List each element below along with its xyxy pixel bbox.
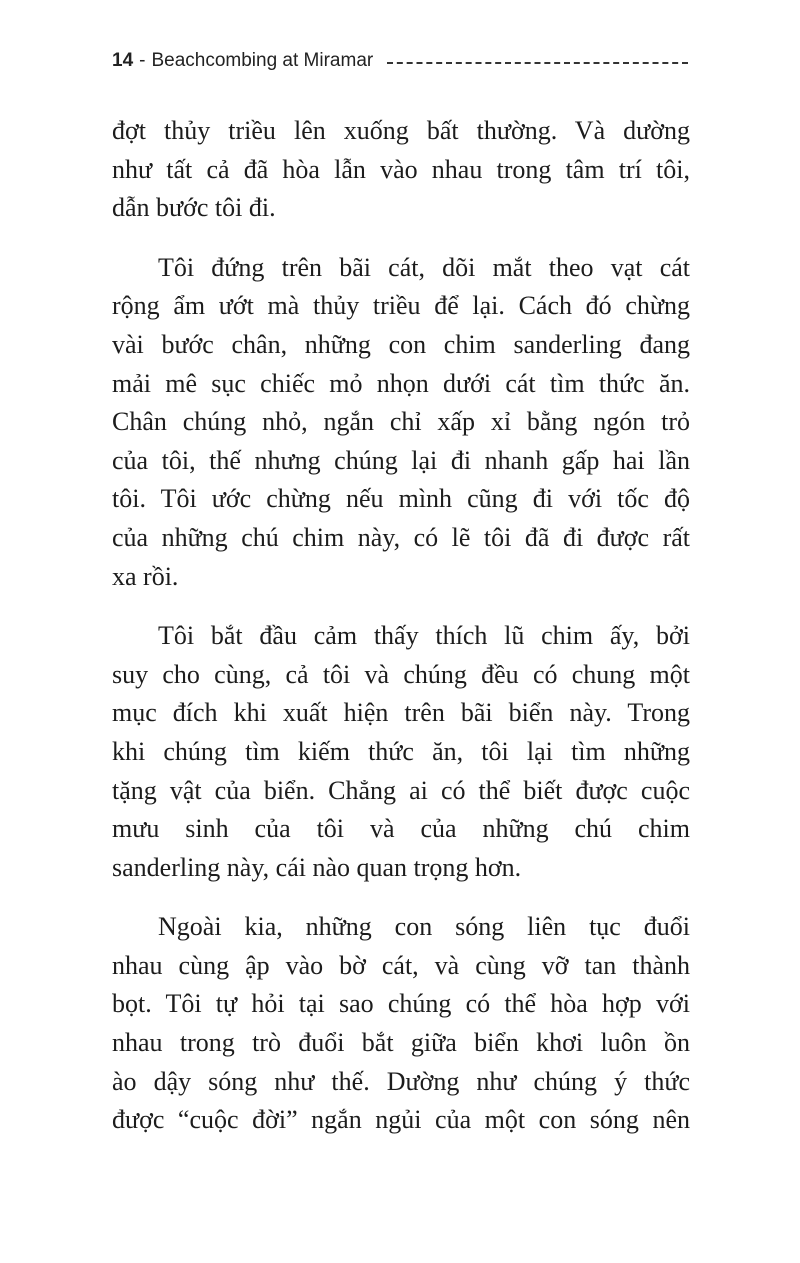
text-line: nhau cùng ập vào bờ cát, và cùng vỡ tan thành (112, 950, 690, 980)
header-separator: - (139, 50, 146, 71)
text-line: sanderling này, cái nào quan trọng hơn. (112, 852, 522, 882)
text-line: tặng vật của biển. Chẳng ai có thể biết được cuộc (112, 775, 690, 805)
page-number: 14 (112, 50, 134, 71)
text-line: dẫn bước tôi đi. (112, 193, 276, 223)
text-line: được “cuộc đời” ngắn ngủi của một con sóng nên (112, 1105, 690, 1135)
text-line: vài bước chân, những con chim sanderling đang (112, 329, 690, 359)
paragraph-3 (112, 617, 690, 887)
text-line: mưu sinh của tôi và của những chú chim (112, 814, 690, 844)
text-line: của tôi, thế nhưng chúng lại đi nhanh gấp hai lần (112, 445, 690, 475)
text-line: Ngoài kia, những con sóng liên tục đuổi (158, 912, 690, 942)
text-line: Tôi đứng trên bãi cát, dõi mắt theo vạt cát (158, 252, 690, 282)
text-line: Chân chúng nhỏ, ngắn chỉ xấp xỉ bằng ngón trỏ (112, 407, 690, 437)
paragraph-2 (112, 249, 690, 596)
text-line: mục đích khi xuất hiện trên bãi biển này. Trong (112, 698, 690, 728)
text-line: nhau trong trò đuổi bắt giữa biển khơi luôn ồn (112, 1028, 690, 1058)
text-line: của những chú chim này, có lẽ tôi đã đi được rất (112, 522, 690, 552)
text-line: rộng ẩm ướt mà thủy triều để lại. Cách đó chừng (112, 291, 690, 321)
text-line: đợt thủy triều lên xuống bất thường. Và dường (112, 116, 690, 145)
text-line: mải mê sục chiếc mỏ nhọn dưới cát tìm thức ăn. (112, 368, 690, 398)
running-title: Beachcombing at Miramar (151, 50, 374, 71)
header-dashed-rule (387, 62, 688, 64)
text-line: xa rồi. (112, 561, 179, 591)
paragraph-1 (112, 112, 690, 228)
text-line: suy cho cùng, cả tôi và chúng đều có chung một (112, 659, 690, 689)
running-header (112, 46, 688, 76)
body-text (112, 112, 690, 1161)
text-line: Tôi bắt đầu cảm thấy thích lũ chim ấy, bởi (158, 621, 690, 651)
paragraph-4 (112, 908, 690, 1140)
text-line: tôi. Tôi ước chừng nếu mình cũng đi với tốc độ (112, 484, 690, 514)
text-line: khi chúng tìm kiếm thức ăn, tôi lại tìm những (112, 736, 690, 766)
text-line: bọt. Tôi tự hỏi tại sao chúng có thể hòa hợp với (112, 989, 690, 1019)
text-line: ào dậy sóng như thế. Dường như chúng ý thức (112, 1066, 690, 1096)
text-line: như tất cả đã hòa lẫn vào nhau trong tâm trí tôi, (112, 154, 690, 184)
